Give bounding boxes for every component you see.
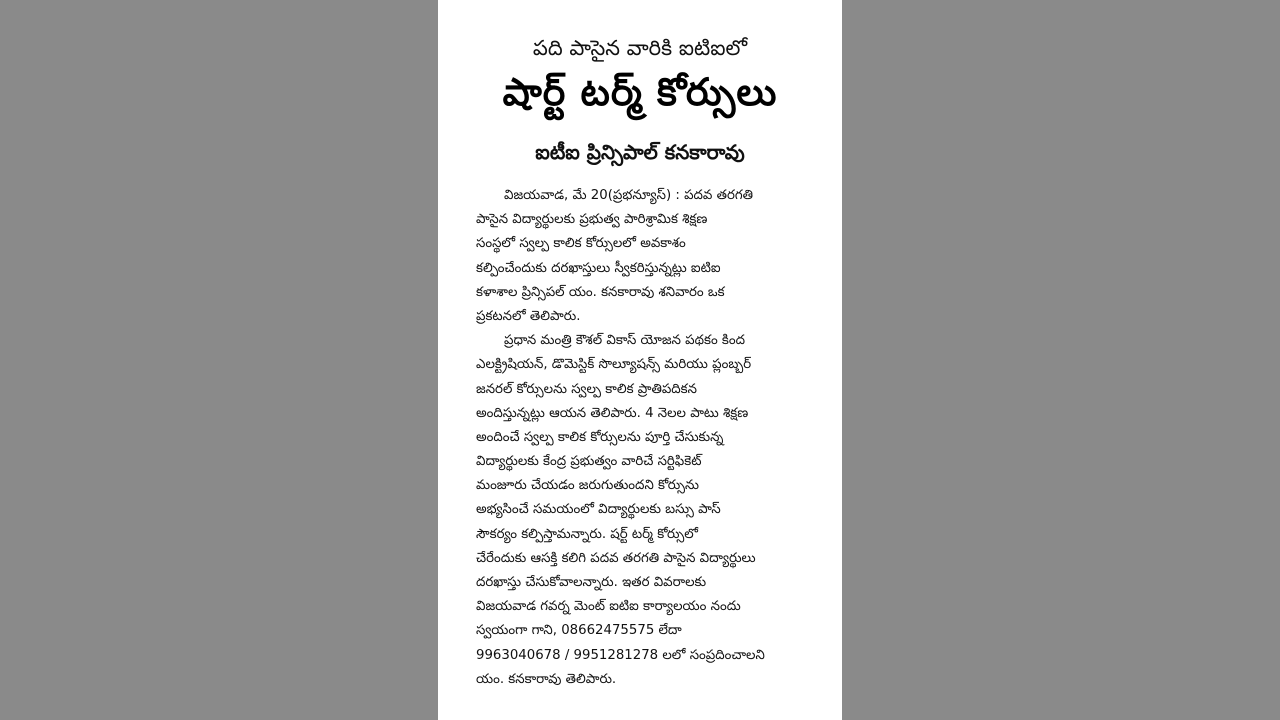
left-background-panel: [0, 0, 438, 720]
article-headline: షార్ట్ టర్మ్ కోర్సులు: [502, 70, 778, 114]
body-line: కల్పించేందుకు దరఖాస్తులు స్వీకరిస్తున్నట్లు ఐటిఐ: [476, 260, 721, 276]
body-line: కళాశాల ప్రిన్సిపల్ యం. కనకారావు శనివారం ఒక: [476, 284, 725, 300]
right-background-panel: [842, 0, 1280, 720]
body-line: ప్రధాన మంత్రి కౌశల్ వికాస్ యోజన పథకం కింద: [504, 333, 745, 349]
body-line: ప్రకటనలో తెలిపారు.: [476, 308, 581, 324]
body-line: చేరేందుకు ఆసక్తి కలిగి పదవ తరగతి పాసైన విద్యార్థులు: [476, 550, 756, 566]
body-line: విజయవాడ, మే 20(ప్రభన్యూస్) : పదవ తరగతి: [504, 188, 753, 203]
newspaper-clipping: [438, 0, 842, 720]
body-line: అభ్యసించే సమయంలో విద్యార్థులకు బస్సు పాస్: [476, 502, 721, 518]
body-line: పాసైన విద్యార్థులకు ప్రభుత్వ పారిశ్రామిక శిక్షణ: [476, 212, 708, 228]
body-line: జనరల్ కోర్సులను స్వల్ప కాలిక ప్రాతిపదికన: [476, 381, 697, 397]
body-line: దరఖాస్తు చేసుకోవాలన్నారు. ఇతర వివరాలకు: [476, 575, 707, 590]
body-line: సంస్థలో స్వల్ప కాలిక కోర్సులలో అవకాశం: [476, 236, 686, 252]
article-body: [476, 184, 806, 692]
article-kicker: పది పాసైన వారికి ఐటిఐలో: [532, 36, 748, 60]
body-line: యం. కనకారావు తెలిపారు.: [476, 671, 617, 687]
article-byline: ఐటీఐ ప్రిన్సిపాల్ కనకారావు: [535, 140, 745, 164]
body-line: అందిస్తున్నట్లు ఆయన తెలిపారు. 4 నెలల పాటు శిక్షణ: [476, 405, 749, 421]
body-line: సౌకర్యం కల్పిస్తామన్నారు. షర్ట్ టర్మ్ కోర్సులో: [476, 526, 698, 542]
body-line: ఎలక్ట్రిషియన్, డొమెస్టిక్ సొల్యూషన్స్ మరియు ప్లంబ్బర్: [476, 357, 752, 373]
body-line: మంజూరు చేయడం జరుగుతుందని కోర్సును: [476, 478, 699, 494]
body-line: విజయవాడ గవర్న మెంట్ ఐటిఐ కార్యాలయం నందు: [476, 599, 741, 615]
body-line: అందించే స్వల్ప కాలిక కోర్సులను పూర్తి చేసుకున్న: [476, 429, 724, 445]
body-line: విద్యార్థులకు కేంద్ర ప్రభుత్వం వారిచే సర్టిఫికెట్: [476, 454, 702, 470]
body-line: 9963040678 / 9951281278 లలో సంప్రదించాలని: [476, 647, 765, 663]
body-line: స్వయంగా గాని, 08662475575 లేదా: [476, 623, 682, 639]
